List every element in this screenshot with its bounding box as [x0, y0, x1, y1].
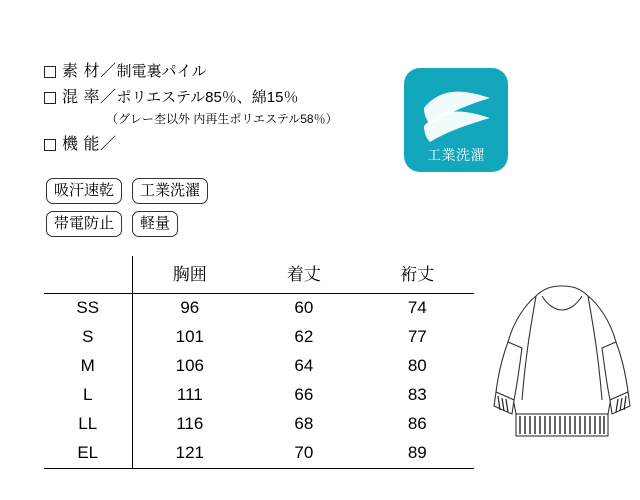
- checkbox-icon: [44, 92, 56, 104]
- table-row: [44, 439, 474, 469]
- industrial-wash-badge: [404, 68, 508, 172]
- row-size-label: S: [82, 327, 94, 346]
- cell-sleeve: 86: [407, 414, 427, 433]
- cell-bust: 96: [132, 294, 247, 324]
- checkbox-icon: [44, 66, 56, 78]
- cell-sleeve: 77: [407, 327, 427, 346]
- cell-length: 66: [294, 385, 314, 404]
- material-value: 制電裏パイル: [116, 63, 207, 80]
- checkbox-icon: [44, 139, 56, 151]
- table-corner-cell: [44, 256, 132, 294]
- row-size-label: SS: [76, 298, 100, 317]
- feature-tag: 軽量: [132, 211, 178, 237]
- spec-row-material: [44, 62, 424, 82]
- spec-list: [44, 62, 424, 161]
- feature-tag: 吸汗速乾: [46, 178, 122, 204]
- feature-tag: 工業洗濯: [132, 178, 208, 204]
- size-table: [44, 256, 474, 469]
- cell-length: 70: [247, 439, 360, 469]
- badge-label: 工業洗濯: [427, 147, 485, 163]
- shirt-back-icon: [492, 280, 632, 470]
- cell-bust: 116: [132, 410, 247, 439]
- cell-sleeve: 89: [361, 439, 474, 469]
- table-row: [44, 323, 474, 352]
- blend-value: ポリエステル85％、綿15％: [116, 89, 299, 106]
- table-row: [44, 294, 474, 324]
- garment-illustration: [492, 280, 632, 470]
- material-label: 素 材／: [62, 63, 117, 80]
- row-size-label: LL: [78, 414, 98, 433]
- cell-sleeve: 80: [407, 356, 427, 375]
- table-row: [44, 381, 474, 410]
- cell-length: 62: [294, 327, 314, 346]
- feature-tag-row: [46, 211, 366, 237]
- cell-bust: 106: [132, 352, 247, 381]
- table-header-cell-length: 着丈: [247, 256, 360, 294]
- cell-length: 68: [294, 414, 314, 433]
- table-header-cell-sleeve: 裄丈: [361, 256, 474, 294]
- cell-sleeve: 74: [407, 298, 427, 317]
- row-size-label: EL: [44, 439, 132, 469]
- cell-length: 60: [294, 298, 314, 317]
- cell-bust: 111: [132, 381, 247, 410]
- cell-bust: 121: [132, 439, 247, 469]
- feature-tag-list: [46, 178, 366, 244]
- spec-row-function: [44, 135, 424, 155]
- spec-row-blend: [44, 88, 424, 108]
- feature-tag-row: [46, 178, 366, 204]
- table-header-row: [44, 256, 474, 294]
- cell-bust: 101: [132, 323, 247, 352]
- row-size-label: M: [80, 356, 95, 375]
- blend-note: （グレー杢以外 内再生ポリエステル58％）: [106, 112, 338, 126]
- function-label: 機 能／: [62, 136, 117, 153]
- row-size-label: L: [83, 385, 93, 404]
- table-row: [44, 352, 474, 381]
- blend-label: 混 率／: [62, 89, 117, 106]
- table-row: [44, 410, 474, 439]
- feature-tag: 帯電防止: [46, 211, 122, 237]
- cell-sleeve: 83: [407, 385, 427, 404]
- table-header-cell-bust: 胸囲: [132, 256, 247, 294]
- cell-length: 64: [294, 356, 314, 375]
